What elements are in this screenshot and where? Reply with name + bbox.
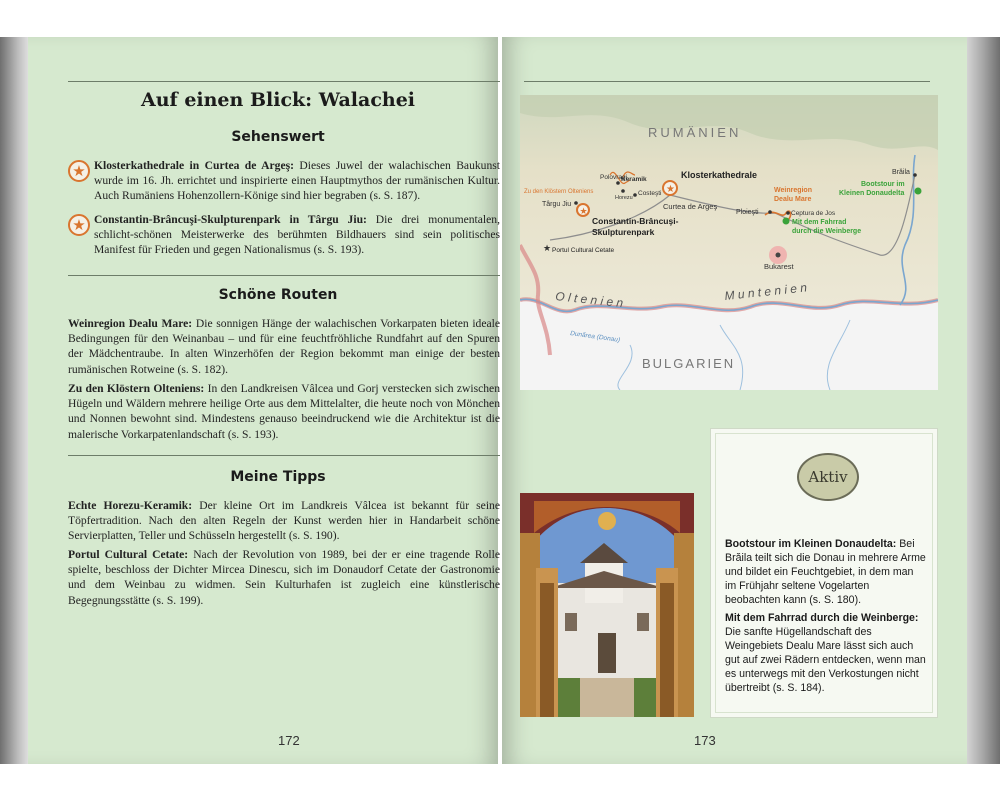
svg-text:★: ★ [666,184,675,195]
top-rule [524,81,930,82]
star-icon: ★ [68,160,90,182]
section-rule [68,455,500,456]
bukarest-dot [776,253,781,258]
label-fahrrad-1: Mit dem Fahrrad [792,219,847,226]
svg-text:★: ★ [579,206,588,216]
tipps-heading: Meine Tipps [230,469,326,485]
right-page [502,37,967,764]
aktiv-item: Bootstour im Kleinen Donaudelta: Bei Brăila teilt sich die Donau in mehrere Arme und bildet ein Feuchtgebiet, in dem man im Frühjahr seltene Vogelarten beobachten kann (s. S. 180). [725,538,926,606]
label-braila: Brăila [892,169,910,176]
label-romania: RUMÄNIEN [648,125,742,140]
horezu-dot [621,189,625,193]
label-weinregion-2: Dealu Mare [774,196,812,203]
route-item: Weinregion Dealu Mare: Die sonnigen Hänge der walachischen Vorkarpaten bieten ideale Bedingungen für den Weinanbau – und für eine feuchtfröhliche Rundfahrt auf den Spuren der Mädchentraube. In alten Winzerhöfen der Region bekommt man einige der besten rumänischen Rotweine (s. S. 182). [68,317,500,376]
label-danube: Dunărea (Donau) [569,330,621,344]
label-boot-2: Kleinen Donaudelta [839,190,905,197]
star-icon: ★ [68,214,90,236]
left-page [28,37,498,764]
fahrrad-marker [783,218,790,225]
sehenswert-heading: Sehenswert [231,129,325,145]
boot-marker [915,188,922,195]
label-curtea: Curtea de Argeş [663,202,718,211]
label-keramik: Keramik [621,176,647,183]
label-fahrrad-2: durch die Weinberge [792,228,862,235]
left-page-edge [0,37,30,764]
aktiv-item: Mit dem Fahrrad durch die Weinberge: Die sanfte Hügellandschaft des Weingebiets Dealu Mare lässt sich auch gut auf zwei Rädern entdecken, wenn man es unterwegs mit den Verkostungen nicht übertreibt (s. S. 184). [725,612,926,694]
label-boot-1: Bootstour im [861,181,905,188]
aktiv-box [710,428,938,718]
label-brancusi-2: Skulpturenpark [592,227,655,237]
tipp-item: Echte Horezu-Keramik: Der kleine Ort im Landkreis Vâlcea ist bekannt für seine Töpfertradition. Nach den alten Regeln der Kunst werden hier in Handarbeit schöne Servierplatten, Teller und Schüsseln hergestellt (s. S. 190). [68,499,500,543]
label-cetate: Portul Cultural Cetate [552,247,615,254]
page-number: 172 [278,733,300,748]
routen-heading: Schöne Routen [218,287,338,303]
keramik-dot [616,181,620,185]
label-muntenia: M u n t e n i e n [723,280,808,303]
tipp-item: Portul Cultural Cetate: Nach der Revolution von 1989, bei der er eine tragende Rolle spielte, beschloss der Dichter Mircea Dinescu, sich im Donaudorf Cetate der Gastronomie und dem Weinbau zu widmen. Sein Kulturhafen ist zugleich eine künstlerische Begegnungsstätte (s. S. 199). [68,548,500,607]
ploiesti-dot [768,210,772,214]
top-rule [68,81,500,82]
label-brancusi-1: Constantin-Brâncuşi- [592,216,679,226]
page-title: Auf einen Blick: Walachei [140,89,416,111]
label-ploiesti: Ploieşti [736,209,759,216]
route-item: Zu den Klöstern Olteniens: In den Landkreisen Vâlcea und Gorj verstecken sich zwischen Hügeln und Wäldern mehrere heilige Orte aus dem Mittelalter, die heute noch von Mönchen und Nonnen bewohnt sind. Mindestens genauso beeindruckend wie die Architektur ist die malerische Vorkarpatenlandschaft (s. S. 193). [68,382,500,441]
right-page-edge [965,37,1000,764]
label-targu-jiu: Târgu Jiu [542,201,572,208]
costesti-dot [633,193,637,197]
label-horezu: Horezu [615,195,633,201]
label-bulgaria: BULGARIEN [642,356,736,371]
monastery-photo [520,493,694,717]
braila-dot [913,173,917,177]
region-map [520,95,938,390]
label-costesti: Costeşti [638,190,662,197]
label-kathedrale: Klosterkathedrale [681,170,758,180]
cetate-star-icon: ★ [543,243,552,253]
sehenswert-item: Constantin-Brâncuşi-Skulpturenpark in Târgu Jiu: Die drei monumentalen, schlicht-schönen Meisterwerke des berühmten Bildhauers sind sein politisches Manifest für Frieden und gegen Nationalismus (s. S. 193). [94,213,500,257]
page-number: 173 [694,733,716,748]
ceptura-dot [786,211,790,215]
label-oltenia: O l t e n i e n [554,289,624,311]
label-ceptura: Ceptura de Jos [791,210,836,217]
aktiv-badge: Aktiv [797,453,859,501]
targu-jiu-dot [574,201,578,205]
label-bukarest: Bukarest [764,262,794,271]
open-book [0,37,1000,764]
sehenswert-item: Klosterkathedrale in Curtea de Argeş: Dieses Juwel der walachischen Baukunst wurde im 16. Jh. errichtet und inspirierte einen Hauptmythos der rumänischen Kultur. Auch Rumäniens Hohenzollern-Könige sind hier begraben (s. S. 187). [94,159,500,203]
label-kloster-route: Zu den Klöstern Olteniens [524,189,594,195]
label-weinregion-1: Weinregion [774,187,812,194]
label-polovragi: Polovragi [600,174,628,181]
section-rule [68,275,500,276]
